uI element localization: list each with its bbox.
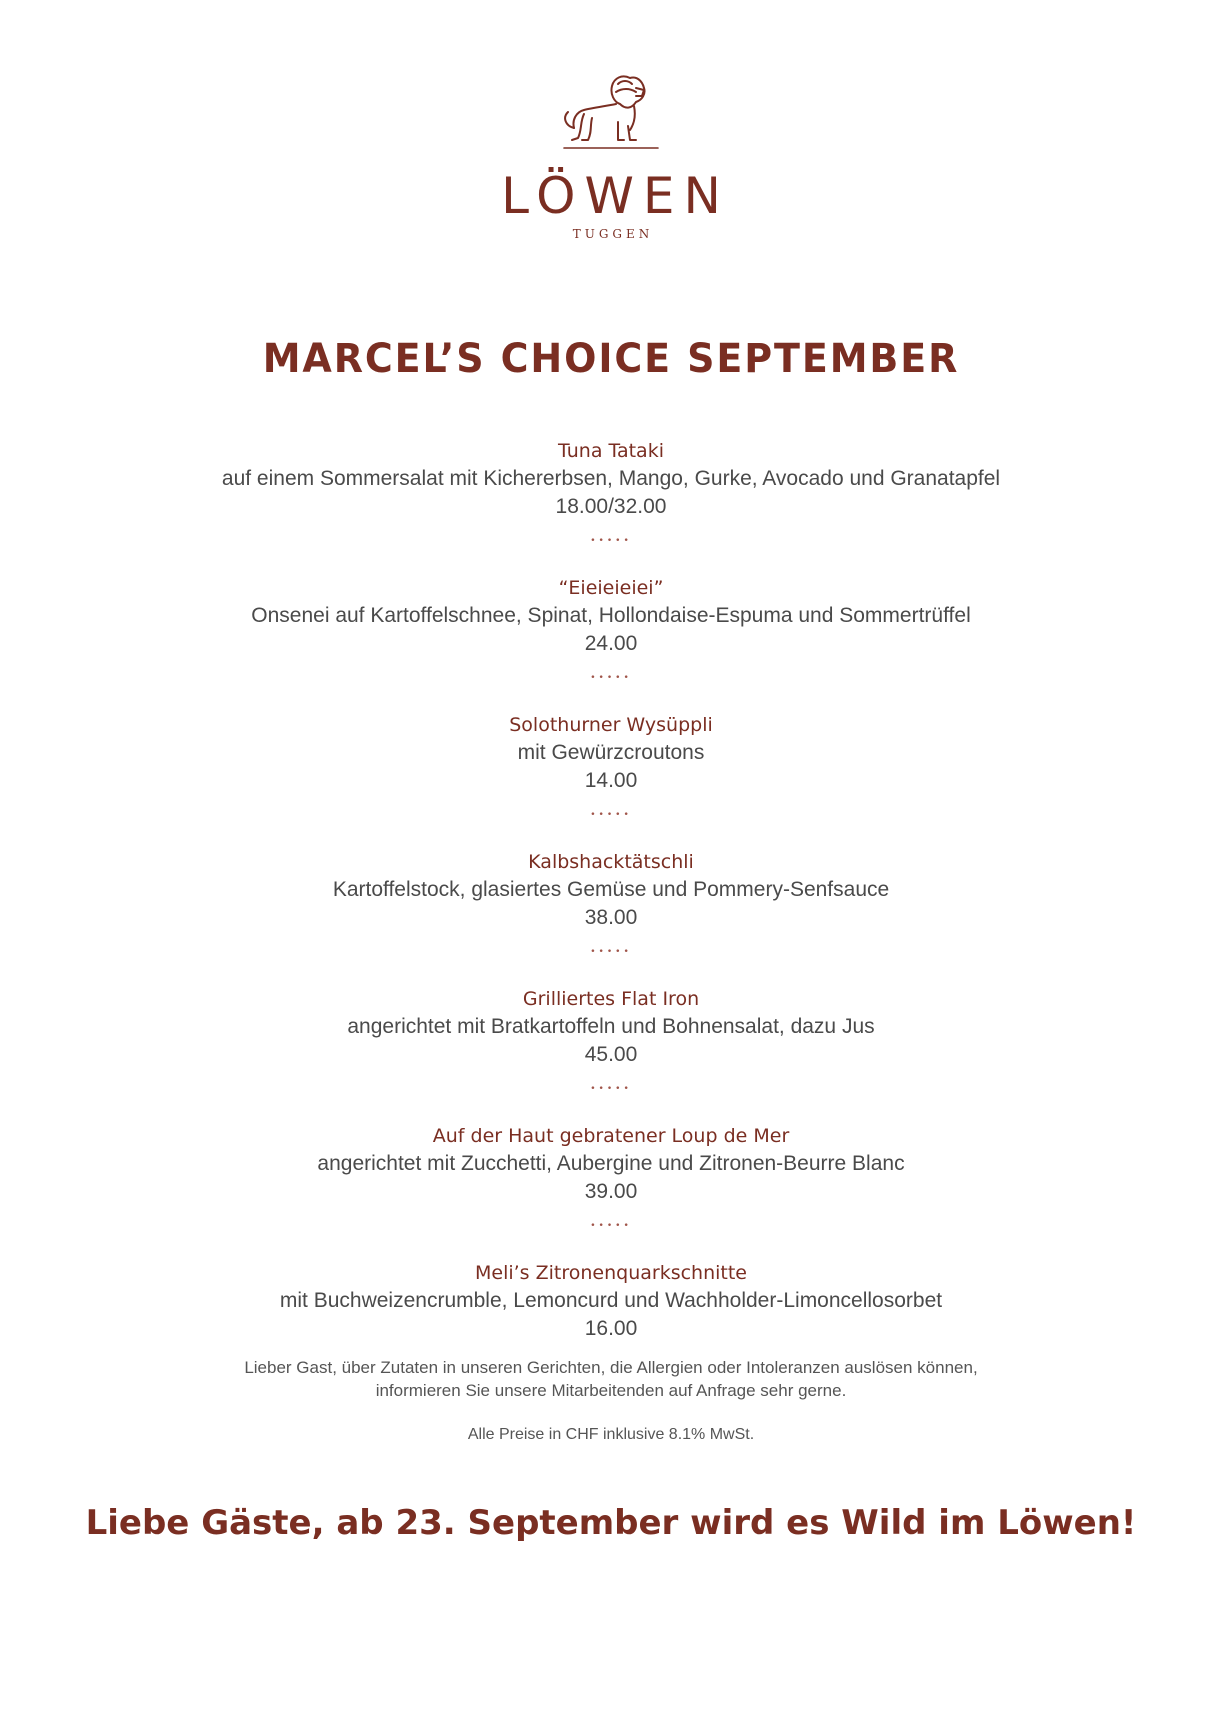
dish-name: “Eieieieiei” [558, 577, 664, 599]
dish-item [0, 711, 1222, 848]
dish-list [0, 437, 1222, 1343]
dish-name: Tuna Tataki [558, 440, 664, 462]
dish-price: 38.00 [584, 906, 638, 929]
divider: ••••• [590, 673, 632, 683]
dish-description: Kartoffelstock, glasiertes Gemüse und Pommery-Senfsauce [332, 878, 890, 901]
dish-description: mit Gewürzcroutons [517, 741, 705, 764]
dish-price: 16.00 [584, 1317, 638, 1340]
allergy-note-line: informieren Sie unsere Mitarbeitenden auf Anfrage sehr gerne. [375, 1381, 847, 1400]
dish-price: 39.00 [584, 1180, 638, 1203]
dish-name: Grilliertes Flat Iron [522, 988, 700, 1010]
dish-name: Solothurner Wysüppli [509, 714, 713, 736]
dish-price: 45.00 [584, 1043, 638, 1066]
dish-description: angerichtet mit Bratkartoffeln und Bohnensalat, dazu Jus [347, 1015, 875, 1038]
dish-item [0, 1259, 1222, 1343]
divider: ••••• [590, 1221, 632, 1231]
logo [0, 70, 1222, 241]
divider: ••••• [590, 947, 632, 957]
dish-item [0, 437, 1222, 574]
dish-description: mit Buchweizencrumble, Lemoncurd und Wachholder-Limoncellosorbet [279, 1289, 943, 1312]
divider: ••••• [590, 1084, 632, 1094]
divider: ••••• [590, 536, 632, 546]
divider: ••••• [590, 810, 632, 820]
dish-description: Onsenei auf Kartoffelschnee, Spinat, Hollondaise-Espuma und Sommertrüffel [251, 604, 971, 627]
dish-name: Meli’s Zitronenquarkschnitte [474, 1262, 747, 1284]
dish-price: 14.00 [584, 769, 638, 792]
dish-item [0, 985, 1222, 1122]
allergy-note-line: Lieber Gast, über Zutaten in unseren Gerichten, die Allergien oder Intoleranzen auslösen können, [244, 1358, 978, 1377]
menu-title: MARCEL’S CHOICE SEPTEMBER [262, 336, 960, 382]
dish-description: auf einem Sommersalat mit Kichererbsen, Mango, Gurke, Avocado und Granatapfel [221, 467, 1001, 490]
dish-description: angerichtet mit Zucchetti, Aubergine und Zitronen-Beurre Blanc [317, 1152, 905, 1175]
dish-name: Auf der Haut gebratener Loup de Mer [432, 1125, 790, 1147]
dish-price: 18.00/32.00 [555, 495, 667, 518]
dish-name: Kalbshacktätschli [528, 851, 694, 873]
brand-location: TUGGEN [572, 227, 654, 241]
dish-item [0, 848, 1222, 985]
dish-price: 24.00 [584, 632, 638, 655]
allergy-note [0, 1356, 1222, 1402]
vat-note: Alle Preise in CHF inklusive 8.1% MwSt. [467, 1426, 755, 1443]
lion-icon [556, 70, 666, 164]
dish-item [0, 574, 1222, 711]
dish-item [0, 1122, 1222, 1259]
announcement: Liebe Gäste, ab 23. September wird es Wild im Löwen! [85, 1503, 1137, 1543]
brand-name: LÖWEN [501, 167, 730, 225]
